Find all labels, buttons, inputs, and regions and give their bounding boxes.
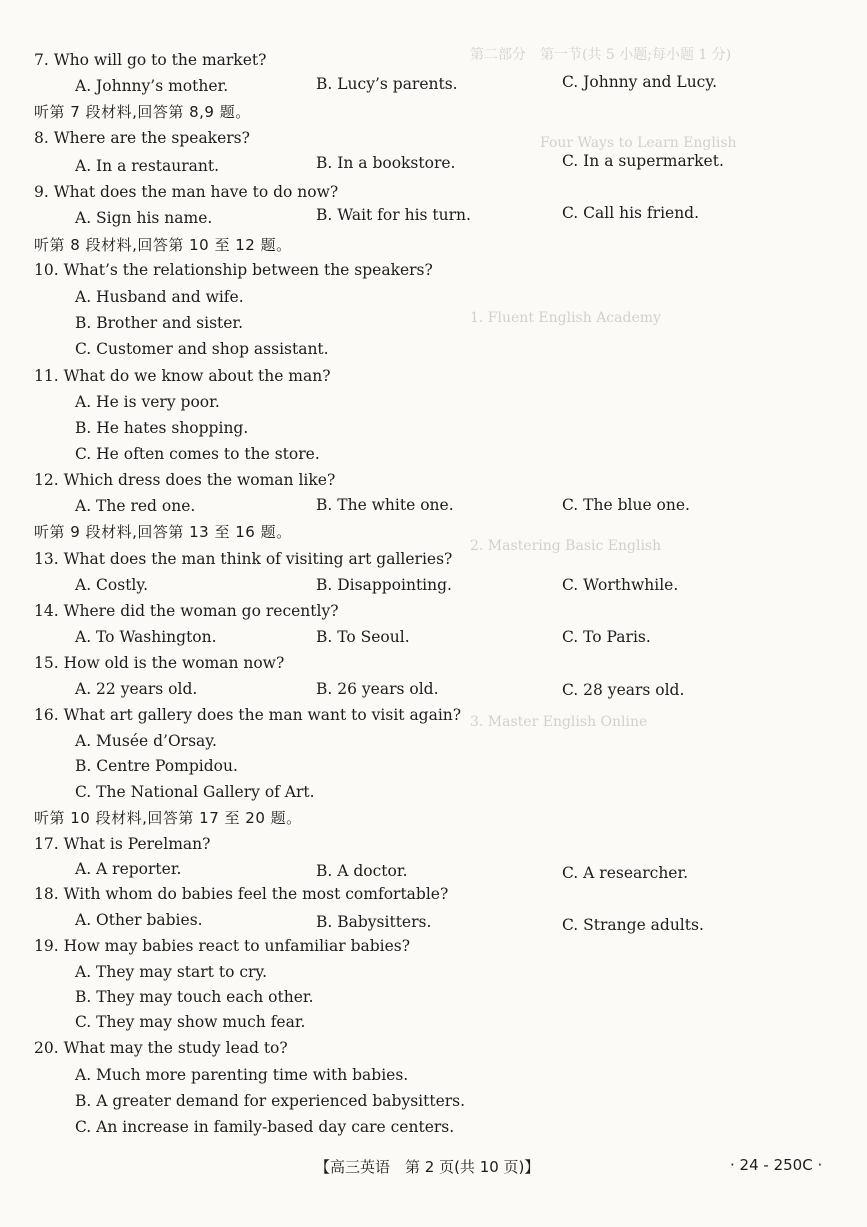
option-16c: C. The National Gallery of Art. bbox=[75, 783, 315, 801]
option-14c: C. To Paris. bbox=[562, 628, 651, 646]
option-11a: A. He is very poor. bbox=[75, 393, 220, 411]
page-footer-label: 【高三英语 第 2 页(共 10 页)】 bbox=[315, 1158, 540, 1176]
question-16: 16. What art gallery does the man want to visit again? bbox=[34, 706, 462, 724]
option-11b: B. He hates shopping. bbox=[75, 419, 249, 437]
section-heading-9: 听第 9 段材料,回答第 13 至 16 题。 bbox=[34, 523, 292, 541]
option-16a: A. Musée d’Orsay. bbox=[75, 732, 217, 750]
question-19: 19. How may babies react to unfamiliar babies? bbox=[34, 937, 411, 955]
option-12a: A. The red one. bbox=[75, 497, 196, 515]
option-10c: C. Customer and shop assistant. bbox=[75, 340, 329, 358]
option-13a: A. Costly. bbox=[75, 576, 149, 594]
option-20c: C. An increase in family-based day care centers. bbox=[75, 1118, 455, 1136]
question-15: 15. How old is the woman now? bbox=[34, 654, 285, 672]
option-16b: B. Centre Pompidou. bbox=[75, 757, 238, 775]
option-19a: A. They may start to cry. bbox=[75, 963, 268, 981]
question-10: 10. What’s the relationship between the speakers? bbox=[34, 261, 433, 279]
option-13c: C. Worthwhile. bbox=[562, 576, 679, 594]
option-13b: B. Disappointing. bbox=[316, 576, 452, 594]
option-9a: A. Sign his name. bbox=[75, 209, 213, 227]
option-20a: A. Much more parenting time with babies. bbox=[75, 1066, 409, 1084]
option-18c: C. Strange adults. bbox=[562, 916, 704, 934]
question-20: 20. What may the study lead to? bbox=[34, 1039, 288, 1057]
option-12b: B. The white one. bbox=[316, 496, 454, 514]
option-9b: B. Wait for his turn. bbox=[316, 206, 471, 224]
option-7b: B. Lucy’s parents. bbox=[316, 75, 458, 93]
question-13: 13. What does the man think of visiting art galleries? bbox=[34, 550, 453, 568]
option-8a: A. In a restaurant. bbox=[75, 157, 220, 175]
option-17a: A. A reporter. bbox=[75, 860, 182, 878]
option-17b: B. A doctor. bbox=[316, 862, 408, 880]
section-heading-10: 听第 10 段材料,回答第 17 至 20 题。 bbox=[34, 809, 302, 827]
option-17c: C. A researcher. bbox=[562, 864, 689, 882]
option-18b: B. Babysitters. bbox=[316, 913, 432, 931]
option-9c: C. Call his friend. bbox=[562, 204, 700, 222]
option-8b: B. In a bookstore. bbox=[316, 154, 456, 172]
show-through-text: Four Ways to Learn English bbox=[470, 135, 737, 151]
show-through-text: 1. Fluent English Academy bbox=[470, 310, 661, 326]
option-19c: C. They may show much fear. bbox=[75, 1013, 306, 1031]
question-12: 12. Which dress does the woman like? bbox=[34, 471, 336, 489]
page-code: · 24 - 250C · bbox=[730, 1156, 823, 1174]
section-heading-7: 听第 7 段材料,回答第 8,9 题。 bbox=[34, 103, 251, 121]
option-18a: A. Other babies. bbox=[75, 911, 203, 929]
question-14: 14. Where did the woman go recently? bbox=[34, 602, 339, 620]
option-10b: B. Brother and sister. bbox=[75, 314, 244, 332]
option-20b: B. A greater demand for experienced babysitters. bbox=[75, 1092, 466, 1110]
section-heading-8: 听第 8 段材料,回答第 10 至 12 题。 bbox=[34, 236, 292, 254]
option-15a: A. 22 years old. bbox=[75, 680, 198, 698]
question-17: 17. What is Perelman? bbox=[34, 835, 211, 853]
option-11c: C. He often comes to the store. bbox=[75, 445, 320, 463]
show-through-text: 第二部分 第一节(共 5 小题;每小题 1 分) bbox=[470, 47, 732, 63]
question-7: 7. Who will go to the market? bbox=[34, 51, 267, 69]
option-12c: C. The blue one. bbox=[562, 496, 690, 514]
option-15b: B. 26 years old. bbox=[316, 680, 439, 698]
option-19b: B. They may touch each other. bbox=[75, 988, 314, 1006]
option-10a: A. Husband and wife. bbox=[75, 288, 244, 306]
question-8: 8. Where are the speakers? bbox=[34, 129, 250, 147]
question-11: 11. What do we know about the man? bbox=[34, 367, 331, 385]
question-18: 18. With whom do babies feel the most comfortable? bbox=[34, 885, 449, 903]
option-14b: B. To Seoul. bbox=[316, 628, 410, 646]
question-9: 9. What does the man have to do now? bbox=[34, 183, 339, 201]
show-through-text: 3. Master English Online bbox=[470, 714, 648, 730]
option-7a: A. Johnny’s mother. bbox=[75, 77, 229, 95]
option-7c: C. Johnny and Lucy. bbox=[562, 73, 717, 91]
option-15c: C. 28 years old. bbox=[562, 681, 685, 699]
option-8c: C. In a supermarket. bbox=[562, 152, 724, 170]
option-14a: A. To Washington. bbox=[75, 628, 217, 646]
show-through-text: 2. Mastering Basic English bbox=[470, 538, 662, 554]
